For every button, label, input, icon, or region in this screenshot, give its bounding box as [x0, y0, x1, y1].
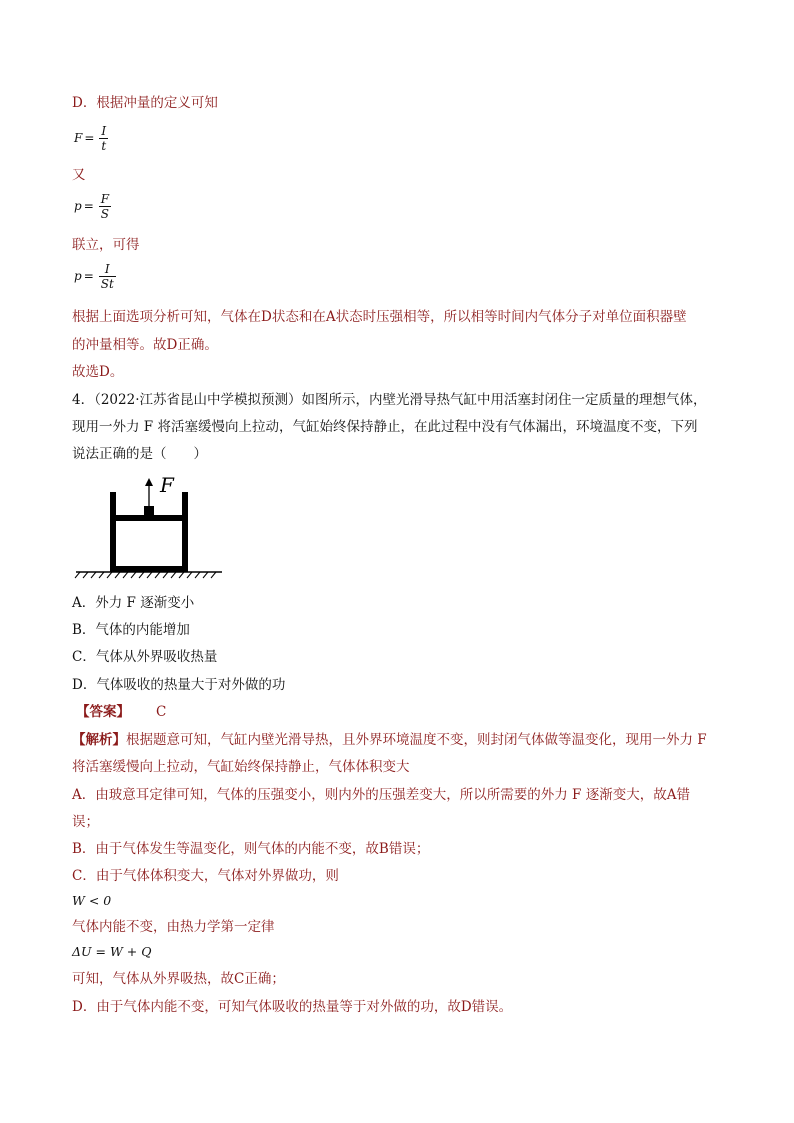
- cylinder-svg: [72, 468, 232, 583]
- answer-label: 【答案】: [76, 704, 130, 720]
- solution-a-line-2: 误；: [72, 814, 99, 830]
- fraction: [99, 124, 108, 153]
- fraction: [99, 192, 111, 221]
- jiexi-label: 【解析】: [72, 732, 126, 748]
- piston: [116, 515, 182, 521]
- solution-a-line-1: A．由玻意耳定律可知，气体的压强变小，则内外的压强差变大，所以所需要的外力 F 逐渐变大，故A错: [72, 787, 690, 803]
- solution-c-line-2: 气体内能不变，由热力学第一定律: [72, 919, 275, 935]
- ground-hatching: [75, 572, 222, 578]
- formula-combined: [74, 262, 116, 291]
- formula-impulse: [74, 124, 108, 153]
- formula-pressure: [74, 192, 111, 221]
- formula-lhs: F: [74, 131, 83, 145]
- question-4-line-3: 说法正确的是（ ）: [72, 446, 207, 462]
- formula-work: W < 0: [72, 893, 112, 908]
- option-b: B．气体的内能增加: [72, 622, 190, 638]
- analysis-q4-line-1: [72, 731, 707, 749]
- analysis-q4-line-2: 将活塞缓慢向上拉动，气缸始终保持静止，气体体积变大: [72, 759, 410, 775]
- option-d: D．气体吸收的热量大于对外做的功: [72, 677, 286, 693]
- option-a: A．外力 F 逐渐变小: [72, 595, 195, 611]
- denominator: t: [101, 139, 107, 153]
- equals-sign: =: [84, 131, 95, 145]
- option-d-intro: D．根据冲量的定义可知: [72, 95, 218, 111]
- conclusion-choose-d: 故选D。: [72, 364, 124, 380]
- solution-d: D．由于气体内能不变，可知气体吸收的热量等于对外做的功，故D错误。: [72, 999, 513, 1015]
- option-c: C．气体从外界吸收热量: [72, 649, 218, 665]
- formula-first-law: ΔU = W + Q: [72, 944, 152, 959]
- answer-value: C: [156, 704, 167, 720]
- numerator: I: [99, 124, 108, 139]
- analysis-line-1: 根据上面选项分析可知，气体在D状态和在A状态时压强相等，所以相等时间内气体分子对单位面积器壁: [72, 309, 687, 325]
- solution-b: B．由于气体发生等温变化，则气体的内能不变，故B错误；: [72, 841, 430, 857]
- question-4-line-1: 4．（2022·江苏省昆山中学模拟预测）如图所示，内壁光滑导热气缸中用活塞封闭住一定质量的理想气体，: [72, 392, 707, 408]
- equals-sign: =: [83, 199, 94, 213]
- text-you: 又: [72, 167, 86, 183]
- solution-c-line-3: 可知，气体从外界吸热，故C正确；: [72, 971, 285, 987]
- jiexi-text: 根据题意可知，气缸内壁光滑导热，且外界环境温度不变，则封闭气体做等温变化，现用一外力 F: [126, 732, 707, 748]
- piston-handle: [144, 506, 154, 515]
- analysis-line-2: 的冲量相等。故D正确。: [72, 337, 218, 353]
- answer-row: [76, 703, 166, 721]
- question-4-line-2: 现用一外力 F 将活塞缓慢向上拉动，气缸始终保持静止，在此过程中没有气体漏出，环境温度不变，下列: [72, 419, 698, 435]
- solution-c-line-1: C．由于气体体积变大，气体对外界做功，则: [72, 868, 339, 884]
- equals-sign: =: [83, 269, 94, 283]
- formula-lhs: p: [74, 269, 82, 283]
- denominator: S: [100, 207, 110, 221]
- numerator: F: [100, 192, 110, 206]
- cylinder-piston-diagram: [72, 468, 232, 587]
- formula-lhs: p: [74, 199, 82, 213]
- text-lianli: 联立，可得: [72, 237, 140, 253]
- force-label: F: [160, 473, 174, 497]
- denominator: St: [100, 277, 114, 291]
- fraction: [99, 262, 116, 291]
- force-arrow-icon: [145, 478, 153, 506]
- numerator: I: [99, 262, 116, 277]
